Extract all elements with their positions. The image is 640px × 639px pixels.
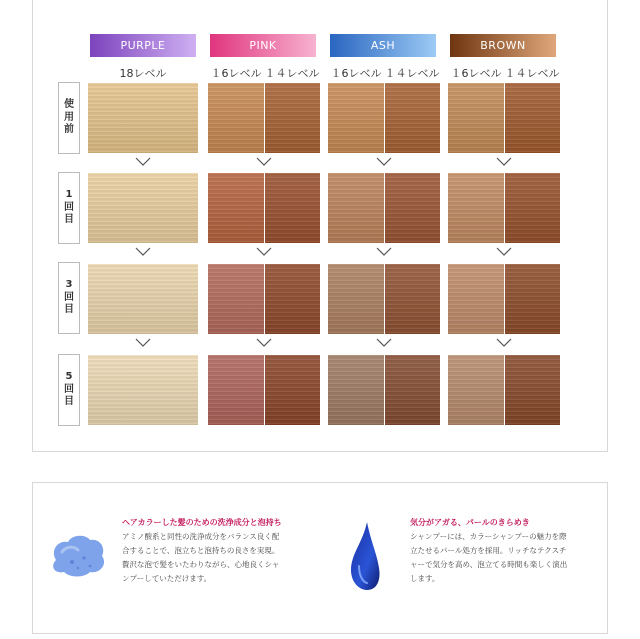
row-label-1st: 1 回 目 xyxy=(58,172,80,244)
row-label-5th: 5 回 目 xyxy=(58,354,80,426)
header-ash-label: ASH xyxy=(370,39,396,52)
swatch-row4-purple xyxy=(88,355,198,425)
swatch-row4-ash-16 xyxy=(328,355,384,425)
swatch-row4-brown-14 xyxy=(505,355,560,425)
chevron-down-icon xyxy=(496,247,512,257)
level-ash-14: １４レベル xyxy=(384,67,440,80)
chevron-down-icon xyxy=(376,247,392,257)
swatch-row2-ash-14 xyxy=(385,173,440,243)
swatch-row2-pink-16 xyxy=(208,173,264,243)
swatch-row3-ash-16 xyxy=(328,264,384,334)
swatch-row3-ash-14 xyxy=(385,264,440,334)
level-brown-16: １6レベル xyxy=(450,67,502,80)
swatch-row3-pink-16 xyxy=(208,264,264,334)
chevron-down-icon xyxy=(376,157,392,167)
level-brown-14: １４レベル xyxy=(504,67,560,80)
swatch-row1-ash-16 xyxy=(328,83,384,153)
swatch-row4-brown-16 xyxy=(448,355,504,425)
swatch-row1-brown-16 xyxy=(448,83,504,153)
row-label-before: 使 用 前 xyxy=(58,82,80,154)
swatch-row4-ash-14 xyxy=(385,355,440,425)
row-label-3rd: 3 回 目 xyxy=(58,262,80,334)
chevron-down-icon xyxy=(256,157,272,167)
swatch-row1-pink-16 xyxy=(208,83,264,153)
chevron-down-icon xyxy=(135,247,151,257)
level-purple: 18レベル xyxy=(119,67,167,80)
swatch-row4-pink-16 xyxy=(208,355,264,425)
foam-blob-icon xyxy=(48,530,108,580)
header-purple xyxy=(90,34,196,57)
chevron-down-icon xyxy=(256,247,272,257)
swatch-row4-pink-14 xyxy=(265,355,320,425)
level-ash-16: １6レベル xyxy=(330,67,382,80)
swatch-row1-brown-14 xyxy=(505,83,560,153)
feature-2-title: 気分がアガる、パールのきらめき xyxy=(410,518,530,527)
chevron-down-icon xyxy=(135,338,151,348)
swatch-row2-pink-14 xyxy=(265,173,320,243)
chevron-down-icon xyxy=(496,157,512,167)
chevron-down-icon xyxy=(496,338,512,348)
swatch-row3-brown-14 xyxy=(505,264,560,334)
swatch-row1-pink-14 xyxy=(265,83,320,153)
swatch-row2-ash-16 xyxy=(328,173,384,243)
chevron-down-icon xyxy=(135,157,151,167)
header-purple-label: PURPLE xyxy=(120,39,166,52)
header-brown xyxy=(450,34,556,57)
level-pink-14: １４レベル xyxy=(264,67,320,80)
feature-1-body: アミノ酸系と同性の洗浄成分をバランス良く配 合することで、泡立ちと泡持ちの良さを実現。 贅沢な泡で髪をいたわりながら、心地良くシャ ンプーしていただけます。 xyxy=(122,532,280,583)
level-pink-16: １6レベル xyxy=(210,67,262,80)
header-ash xyxy=(330,34,436,57)
header-pink xyxy=(210,34,316,57)
swatch-row2-brown-14 xyxy=(505,173,560,243)
swatch-row1-purple xyxy=(88,83,198,153)
chevron-down-icon xyxy=(256,338,272,348)
swatch-row3-purple xyxy=(88,264,198,334)
swatch-row1-ash-14 xyxy=(385,83,440,153)
feature-1-title: ヘアカラーした髪のための洗浄成分と泡持ち xyxy=(122,518,282,527)
swatch-row3-pink-14 xyxy=(265,264,320,334)
droplet-icon xyxy=(345,520,385,592)
swatch-row2-brown-16 xyxy=(448,173,504,243)
header-brown-label: BROWN xyxy=(480,39,526,52)
header-pink-label: PINK xyxy=(249,39,277,52)
feature-2-body: シャンプーには、カラーシャンプーの魅力を際 立たせるパール処方を採用。リッチなテクスチ ャーで気分を高め、泡立てる時間も楽しく演出 します。 xyxy=(410,532,568,583)
swatch-row3-brown-16 xyxy=(448,264,504,334)
swatch-row2-purple xyxy=(88,173,198,243)
chevron-down-icon xyxy=(376,338,392,348)
